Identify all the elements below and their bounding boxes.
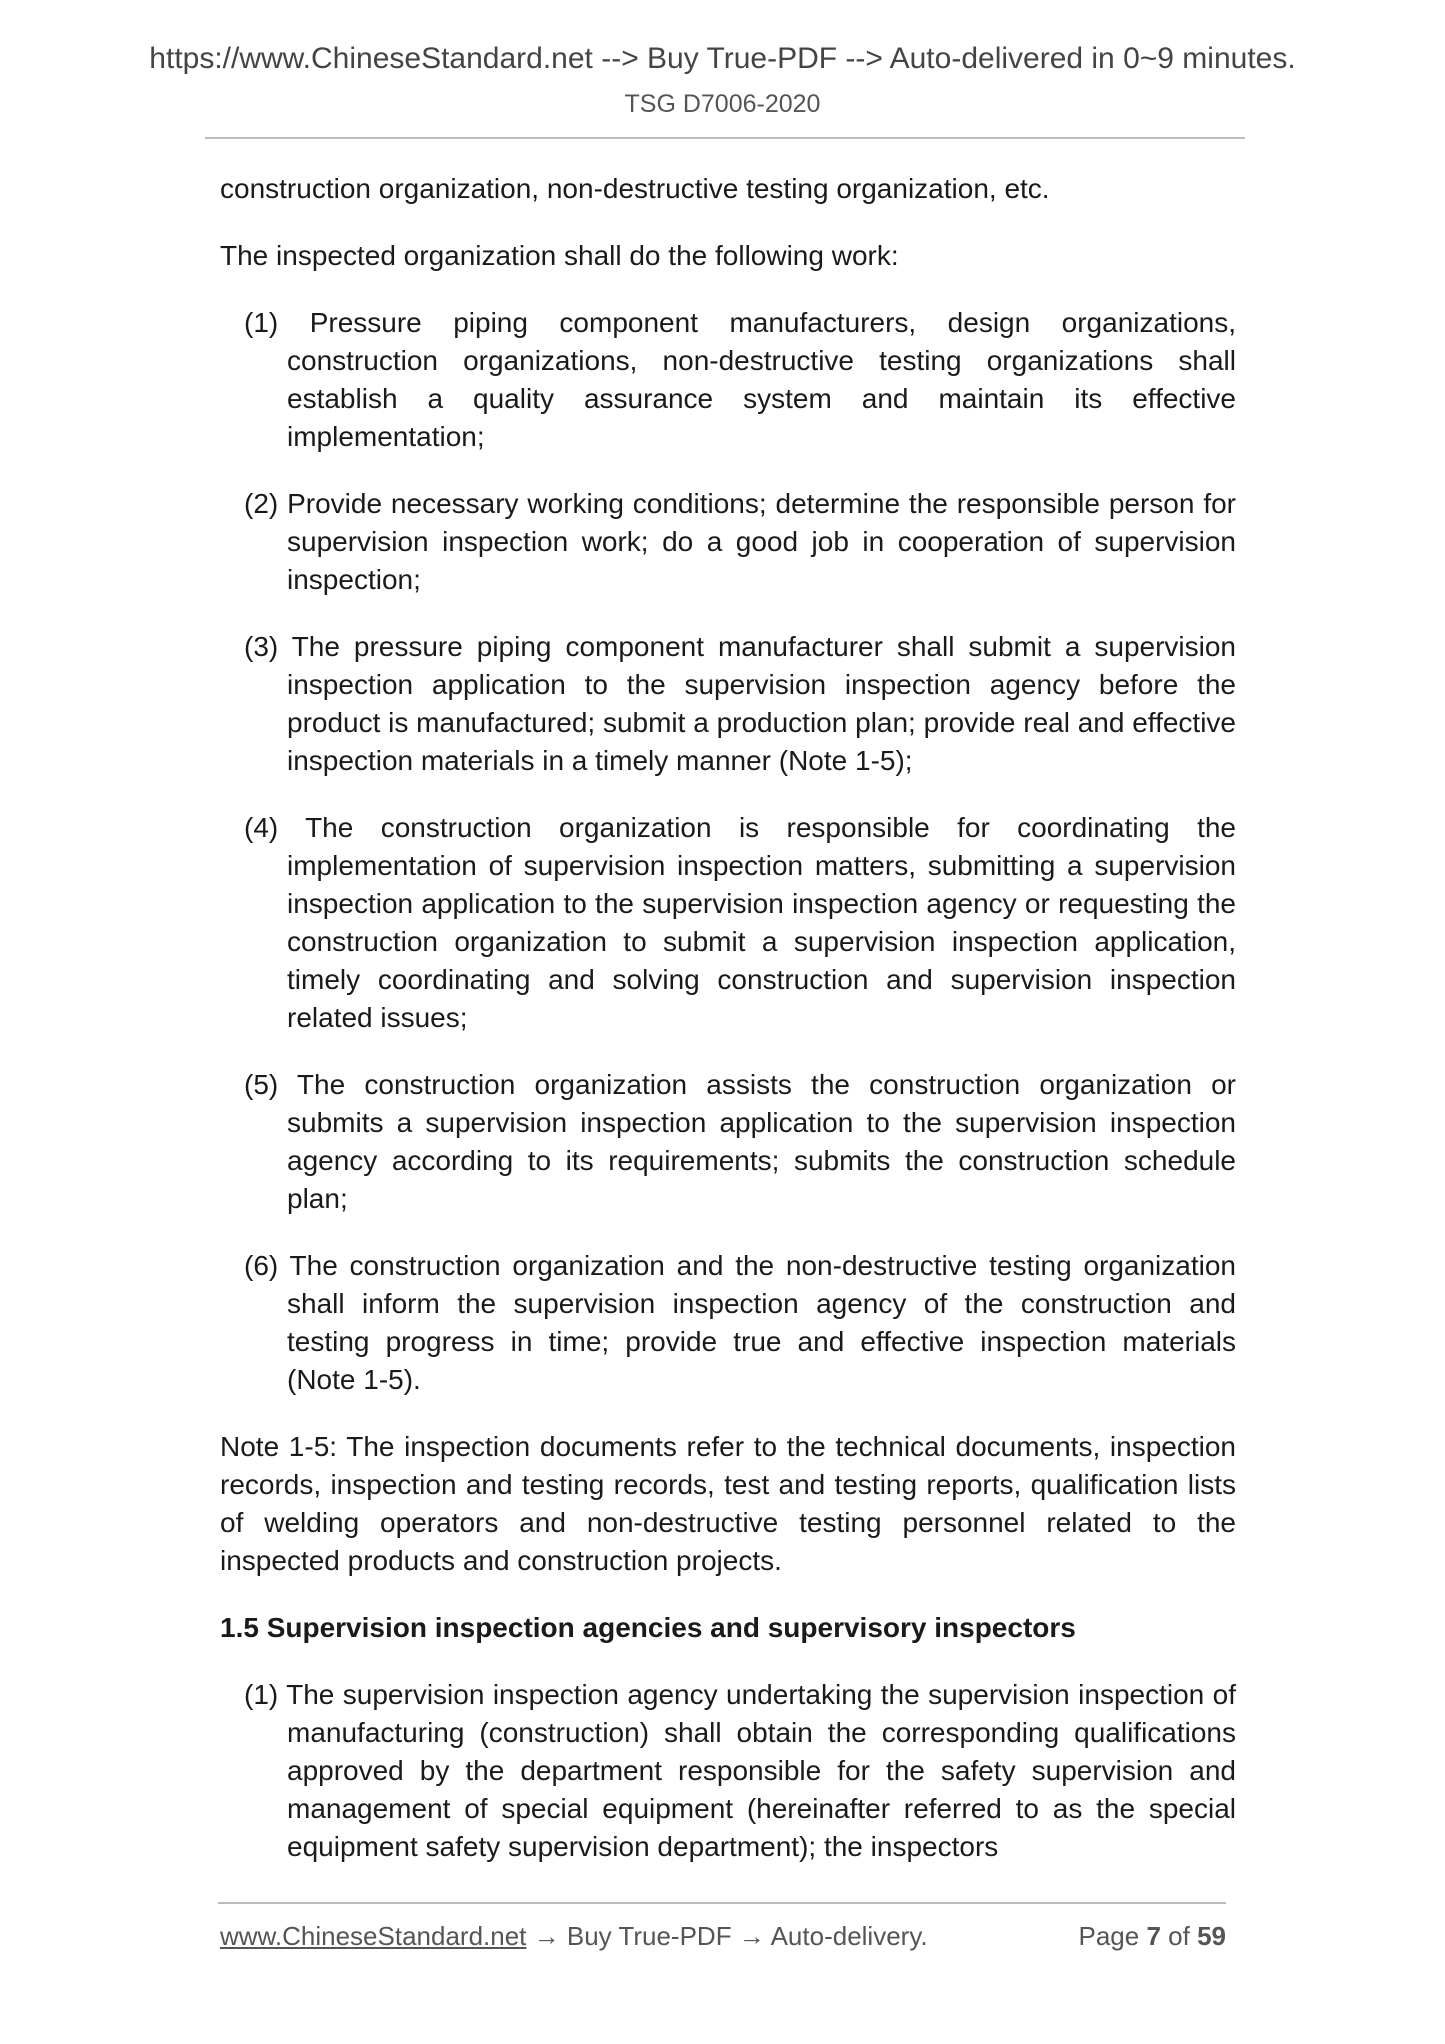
footer-buy-text: Buy True-PDF (559, 1921, 739, 1951)
list-lead: The inspected organization shall do the following work: (220, 240, 899, 271)
list-item-5: (5) The construction organization assists the construction organization or submits a supervision inspection application to the supervision inspection agency according to its requirements; submits the construction schedule plan; (244, 1069, 1236, 1214)
list-item-3: (3) The pressure piping component manufacturer shall submit a supervision inspection application to the supervision inspection agency before the product is manufactured; submit a production plan; provide real and effective inspection materials in a timely manner (Note 1-5); (244, 631, 1236, 776)
arrow-right-icon: → (738, 1921, 765, 1951)
footer-delivery-text: Auto-delivery. (764, 1921, 928, 1951)
section-list-item-1: (1) The supervision inspection agency undertaking the supervision inspection of manufacturing (construction) shall obtain the corresponding qualifications approved by the department responsible for the safety supervision and management of special equipment (hereinafter referred to as the special equipment safety supervision department); the inspectors (244, 1679, 1236, 1862)
footer-divider (218, 1902, 1226, 1904)
header-divider (205, 137, 1245, 139)
top-banner: https://www.ChineseStandard.net --> Buy True-PDF --> Auto-delivered in 0~9 minutes. (149, 42, 1296, 75)
page-label: Page (1078, 1921, 1140, 1951)
note-paragraph: Note 1-5: The inspection documents refer to the technical documents, inspection records, inspection and testing records, test and testing reports, qualification lists of welding operators and non-destructive testing personnel related to the inspected products and construction projects. (220, 1431, 1236, 1576)
of-label: of (1168, 1921, 1190, 1951)
document-code: TSG D7006-2020 (624, 90, 821, 118)
page-content (220, 170, 1236, 1895)
arrow-right-icon: → (533, 1921, 560, 1951)
list-item-6: (6) The construction organization and the non-destructive testing organization shall inform the supervision inspection agency of the construction and testing progress in time; provide true and effective inspection materials (Note 1-5). (244, 1250, 1236, 1395)
continued-intro-line: construction organization, non-destructive testing organization, etc. (220, 173, 1050, 204)
page-indicator (1078, 1921, 1226, 1952)
list-item-4: (4) The construction organization is responsible for coordinating the implementation of supervision inspection matters, submitting a supervision inspection application to the supervision inspection agency or requesting the construction organization to submit a supervision inspection application, timely coordinating and solving construction and supervision inspection related issues; (244, 812, 1236, 1033)
section-heading: 1.5 Supervision inspection agencies and supervisory inspectors (220, 1612, 1076, 1643)
page-footer (220, 1921, 1226, 1957)
page-number: 7 (1146, 1921, 1161, 1951)
list-item-1: (1) Pressure piping component manufacturers, design organizations, construction organizations, non-destructive testing organizations shall establish a quality assurance system and maintain its effective implementation; (244, 307, 1236, 452)
footer-site-link[interactable]: www.ChineseStandard.net (220, 1921, 527, 1951)
total-pages: 59 (1197, 1921, 1226, 1951)
list-item-2: (2) Provide necessary working conditions; determine the responsible person for supervision inspection work; do a good job in cooperation of supervision inspection; (244, 488, 1236, 595)
footer-promo (220, 1921, 928, 1952)
